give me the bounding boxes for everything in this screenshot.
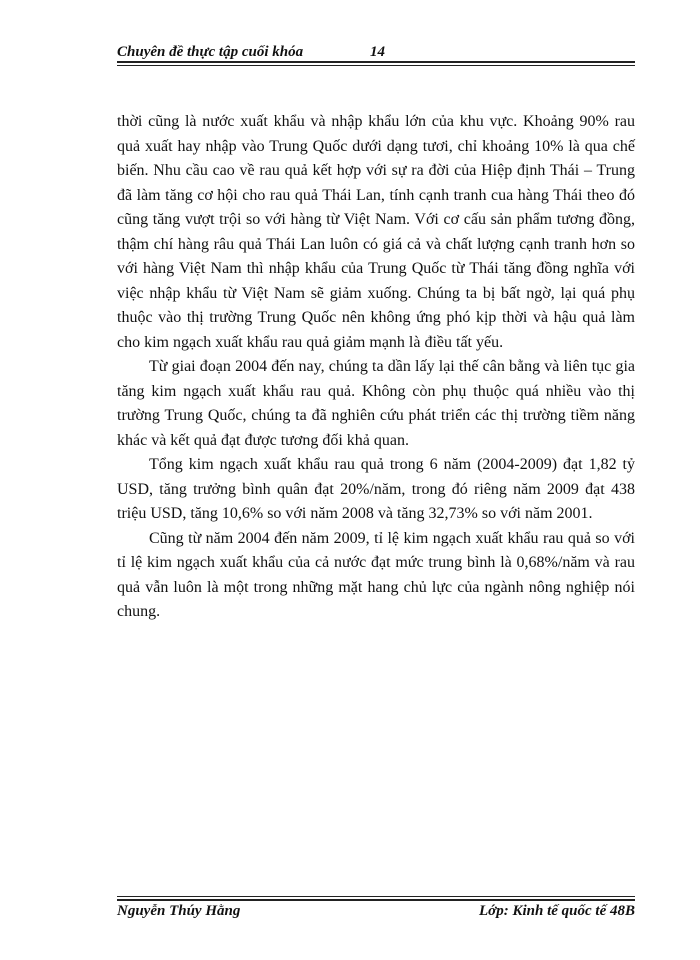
paragraph-export-ratio: Cũng từ năm 2004 đến năm 2009, tỉ lệ kim ngạch xuất khẩu rau quả so với tỉ lệ kim ngạch xuất khẩu của cả nước đạt mức trung bình là 0,68%/năm và rau quả vẫn luôn là một trong những mặt hang chủ lực của ngành nông nghiệp nói chung. bbox=[117, 529, 635, 620]
body-text bbox=[117, 110, 635, 625]
page-number: 14 bbox=[370, 44, 385, 60]
author-name: Nguyễn Thúy Hằng bbox=[117, 903, 241, 919]
page-header bbox=[117, 38, 635, 62]
header-rule-thick bbox=[117, 61, 635, 63]
paragraph-continuation: thời cũng là nước xuất khẩu và nhập khẩu lớn của khu vực. Khoảng 90% rau quả xuất hay nhập vào Trung Quốc dưới dạng tươi, chỉ khoảng 10% là qua chế biến. Nhu cầu cao về rau quả kết hợp với sự ra đời của Hiệp định Thái – Trung đã làm tăng cơ hội cho rau quả Thái Lan, tính cạnh tranh cua hàng Thái theo đó cũng tăng vượt trội so với hàng từ Việt Nam. Với cơ cấu sản phẩm tương đồng, thậm chí hàng râu quả Thái Lan luôn có giá cả và chất lượng cạnh tranh hơn so với hàng Việt Nam thì nhập khẩu của Trung Quốc từ Thái tăng đồng nghĩa với việc nhập khẩu từ Việt Nam sẽ giảm xuống. Chúng ta bị bất ngờ, lại quá phụ thuộc vào thị trường Trung Quốc nên không ứng phó kịp thời và hậu quả làm cho kim ngạch xuất khẩu rau quả giảm mạnh là điều tất yếu. bbox=[117, 113, 635, 351]
paragraph-recovery: Từ giai đoạn 2004 đến nay, chúng ta dần lấy lại thế cân bằng và liên tục gia tăng kim ngạch xuất khẩu rau quả. Không còn phụ thuộc quá nhiều vào thị trường Trung Quốc, chúng ta đã nghiên cứu phát triển các thị trường tiềm năng khác và kết quả đạt được tương đối khả quan. bbox=[117, 358, 635, 449]
paragraph-export-total: Tổng kim ngạch xuất khẩu rau quả trong 6 năm (2004-2009) đạt 1,82 tỷ USD, tăng trưởng bình quân đạt 20%/năm, trong đó riêng năm 2009 đạt 438 triệu USD, tăng 10,6% so với năm 2008 và tăng 32,73% so với năm 2001. bbox=[117, 456, 635, 522]
document-title: Chuyên đề thực tập cuối khóa bbox=[117, 44, 304, 60]
class-name: Lớp: Kinh tế quốc tế 48B bbox=[479, 903, 635, 919]
footer-rule-thick bbox=[117, 899, 635, 901]
footer-rule-thin bbox=[117, 896, 635, 897]
header-rule-thin bbox=[117, 65, 635, 66]
page-footer bbox=[117, 902, 635, 926]
